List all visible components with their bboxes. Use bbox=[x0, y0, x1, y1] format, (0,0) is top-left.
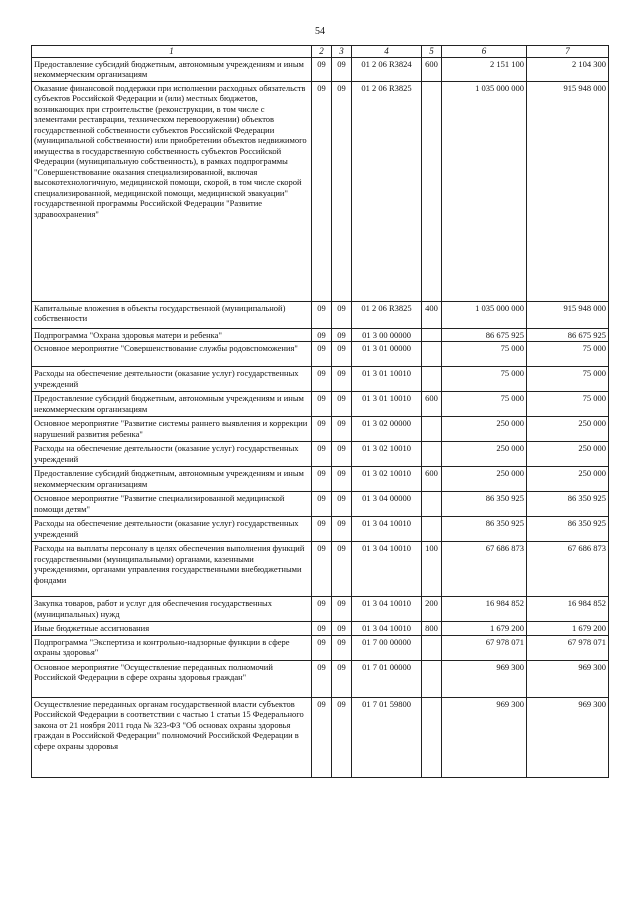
row-name: Основное мероприятие "Осуществление переданных полномочий Российской Федерации в сфере охраны здоровья граждан" bbox=[32, 660, 312, 697]
row-amount-year-2: 250 000 bbox=[527, 467, 609, 492]
row-amount-year-2: 86 675 925 bbox=[527, 328, 609, 342]
row-expense-type bbox=[422, 635, 442, 660]
row-subsection: 09 bbox=[332, 81, 352, 301]
row-target-code: 01 3 01 10010 bbox=[352, 392, 422, 417]
row-section: 09 bbox=[312, 635, 332, 660]
row-target-code: 01 3 00 00000 bbox=[352, 328, 422, 342]
row-subsection: 09 bbox=[332, 328, 352, 342]
row-subsection: 09 bbox=[332, 660, 352, 697]
row-expense-type bbox=[422, 442, 442, 467]
table-row bbox=[32, 660, 609, 697]
column-header: 6 bbox=[442, 46, 527, 58]
row-target-code: 01 3 02 00000 bbox=[352, 417, 422, 442]
column-header: 1 bbox=[32, 46, 312, 58]
row-section: 09 bbox=[312, 392, 332, 417]
row-name: Закупка товаров, работ и услуг для обеспечения государственных (муниципальных) нужд bbox=[32, 597, 312, 622]
row-name: Расходы на обеспечение деятельности (оказание услуг) государственных учреждений bbox=[32, 517, 312, 542]
row-section: 09 bbox=[312, 492, 332, 517]
row-target-code: 01 3 04 10010 bbox=[352, 597, 422, 622]
row-subsection: 09 bbox=[332, 467, 352, 492]
row-expense-type bbox=[422, 342, 442, 367]
table-row bbox=[32, 417, 609, 442]
row-name: Оказание финансовой поддержки при исполнении расходных обязательств субъектов Российской Федерации и (или) местных бюджетов, возникающих при строительстве (реконструкции, в том числе с элементами реставрации, техническом перевооружении) объектов государственной собственности субъектов Российской Федерации (муниципальной собственности) или приобретении объектов недвижимого имущества в государственную собственность субъектов Российской Федерации (муниципальную собственность), в рамках подпрограммы "Совершенствование оказания специализированной, включая высокотехнологичную, медицинской помощи, скорой, в том числе скорой специализированной, медицинской помощи, медицинской эвакуации" государственной программы Российской Федерации "Развитие здравоохранения" bbox=[32, 81, 312, 301]
table-row bbox=[32, 57, 609, 81]
row-amount-year-2: 915 948 000 bbox=[527, 301, 609, 328]
table-row bbox=[32, 542, 609, 597]
row-subsection: 09 bbox=[332, 417, 352, 442]
row-section: 09 bbox=[312, 81, 332, 301]
row-amount-year-1: 250 000 bbox=[442, 467, 527, 492]
row-expense-type: 200 bbox=[422, 597, 442, 622]
row-amount-year-2: 16 984 852 bbox=[527, 597, 609, 622]
row-name: Осуществление переданных органам государственной власти субъектов Российской Федерации в соответствии с частью 1 статьи 15 Федерального закона от 21 ноября 2011 года № 323-ФЗ "Об основах охраны здоровья граждан в Российской Федерации" полномочий Российской Федерации в сфере охраны здоровья bbox=[32, 697, 312, 777]
row-amount-year-1: 75 000 bbox=[442, 392, 527, 417]
row-name: Подпрограмма "Экспертиза и контрольно-надзорные функции в сфере охраны здоровья" bbox=[32, 635, 312, 660]
table-row bbox=[32, 697, 609, 777]
row-target-code: 01 3 04 10010 bbox=[352, 622, 422, 636]
row-amount-year-2: 915 948 000 bbox=[527, 81, 609, 301]
row-name: Основное мероприятие "Совершенствование службы родовспоможения" bbox=[32, 342, 312, 367]
row-subsection: 09 bbox=[332, 492, 352, 517]
table-row bbox=[32, 635, 609, 660]
row-section: 09 bbox=[312, 697, 332, 777]
page-number: 54 bbox=[315, 26, 325, 37]
row-subsection: 09 bbox=[332, 342, 352, 367]
row-amount-year-2: 250 000 bbox=[527, 442, 609, 467]
row-subsection: 09 bbox=[332, 301, 352, 328]
row-target-code: 01 3 04 00000 bbox=[352, 492, 422, 517]
row-amount-year-2: 86 350 925 bbox=[527, 492, 609, 517]
row-amount-year-1: 75 000 bbox=[442, 367, 527, 392]
table-header-row bbox=[32, 46, 609, 58]
row-amount-year-2: 2 104 300 bbox=[527, 57, 609, 81]
row-subsection: 09 bbox=[332, 622, 352, 636]
row-expense-type: 600 bbox=[422, 57, 442, 81]
row-expense-type bbox=[422, 697, 442, 777]
row-name: Предоставление субсидий бюджетным, автономным учреждениям и иным некоммерческим организациям bbox=[32, 467, 312, 492]
column-header: 5 bbox=[422, 46, 442, 58]
table-row bbox=[32, 328, 609, 342]
row-expense-type bbox=[422, 81, 442, 301]
row-subsection: 09 bbox=[332, 697, 352, 777]
row-section: 09 bbox=[312, 597, 332, 622]
table-row bbox=[32, 442, 609, 467]
row-name: Расходы на обеспечение деятельности (оказание услуг) государственных учреждений bbox=[32, 442, 312, 467]
row-section: 09 bbox=[312, 342, 332, 367]
row-section: 09 bbox=[312, 367, 332, 392]
row-target-code: 01 7 00 00000 bbox=[352, 635, 422, 660]
row-amount-year-1: 1 679 200 bbox=[442, 622, 527, 636]
row-amount-year-2: 250 000 bbox=[527, 417, 609, 442]
row-amount-year-1: 75 000 bbox=[442, 342, 527, 367]
table-row bbox=[32, 597, 609, 622]
row-expense-type: 600 bbox=[422, 392, 442, 417]
row-target-code: 01 2 06 R3825 bbox=[352, 81, 422, 301]
row-name: Основное мероприятие "Развитие системы раннего выявления и коррекции нарушений развития ребенка" bbox=[32, 417, 312, 442]
row-expense-type: 100 bbox=[422, 542, 442, 597]
table-row bbox=[32, 342, 609, 367]
row-name: Капитальные вложения в объекты государственной (муниципальной) собственности bbox=[32, 301, 312, 328]
row-section: 09 bbox=[312, 57, 332, 81]
column-header: 3 bbox=[332, 46, 352, 58]
row-section: 09 bbox=[312, 301, 332, 328]
row-target-code: 01 2 06 R3825 bbox=[352, 301, 422, 328]
row-target-code: 01 7 01 00000 bbox=[352, 660, 422, 697]
row-amount-year-1: 67 978 071 bbox=[442, 635, 527, 660]
row-expense-type bbox=[422, 492, 442, 517]
row-amount-year-1: 250 000 bbox=[442, 442, 527, 467]
row-amount-year-2: 969 300 bbox=[527, 697, 609, 777]
row-amount-year-2: 86 350 925 bbox=[527, 517, 609, 542]
row-subsection: 09 bbox=[332, 542, 352, 597]
row-amount-year-1: 969 300 bbox=[442, 660, 527, 697]
row-section: 09 bbox=[312, 660, 332, 697]
row-name: Подпрограмма "Охрана здоровья матери и ребенка" bbox=[32, 328, 312, 342]
table-row bbox=[32, 301, 609, 328]
row-name: Иные бюджетные ассигнования bbox=[32, 622, 312, 636]
row-target-code: 01 3 01 10010 bbox=[352, 367, 422, 392]
table-row bbox=[32, 467, 609, 492]
row-expense-type bbox=[422, 660, 442, 697]
row-expense-type bbox=[422, 417, 442, 442]
row-expense-type bbox=[422, 328, 442, 342]
table-row bbox=[32, 492, 609, 517]
table-row bbox=[32, 517, 609, 542]
row-subsection: 09 bbox=[332, 442, 352, 467]
row-section: 09 bbox=[312, 622, 332, 636]
row-name: Основное мероприятие "Развитие специализированной медицинской помощи детям" bbox=[32, 492, 312, 517]
column-header: 4 bbox=[352, 46, 422, 58]
row-subsection: 09 bbox=[332, 517, 352, 542]
row-target-code: 01 3 04 10010 bbox=[352, 517, 422, 542]
row-target-code: 01 3 02 10010 bbox=[352, 442, 422, 467]
column-header: 2 bbox=[312, 46, 332, 58]
row-section: 09 bbox=[312, 542, 332, 597]
row-subsection: 09 bbox=[332, 635, 352, 660]
row-subsection: 09 bbox=[332, 367, 352, 392]
row-amount-year-1: 2 151 100 bbox=[442, 57, 527, 81]
row-target-code: 01 2 06 R3824 bbox=[352, 57, 422, 81]
row-amount-year-2: 67 978 071 bbox=[527, 635, 609, 660]
row-amount-year-1: 16 984 852 bbox=[442, 597, 527, 622]
row-amount-year-1: 86 350 925 bbox=[442, 492, 527, 517]
row-amount-year-1: 86 675 925 bbox=[442, 328, 527, 342]
table-row bbox=[32, 81, 609, 301]
row-subsection: 09 bbox=[332, 392, 352, 417]
row-target-code: 01 7 01 59800 bbox=[352, 697, 422, 777]
row-section: 09 bbox=[312, 517, 332, 542]
row-amount-year-1: 86 350 925 bbox=[442, 517, 527, 542]
row-subsection: 09 bbox=[332, 597, 352, 622]
row-amount-year-2: 67 686 873 bbox=[527, 542, 609, 597]
row-expense-type: 600 bbox=[422, 467, 442, 492]
row-section: 09 bbox=[312, 417, 332, 442]
row-subsection: 09 bbox=[332, 57, 352, 81]
row-amount-year-2: 969 300 bbox=[527, 660, 609, 697]
row-name: Предоставление субсидий бюджетным, автономным учреждениям и иным некоммерческим организациям bbox=[32, 57, 312, 81]
row-amount-year-1: 67 686 873 bbox=[442, 542, 527, 597]
column-header: 7 bbox=[527, 46, 609, 58]
budget-table bbox=[31, 45, 609, 778]
row-name: Расходы на обеспечение деятельности (оказание услуг) государственных учреждений bbox=[32, 367, 312, 392]
table-row bbox=[32, 622, 609, 636]
row-target-code: 01 3 01 00000 bbox=[352, 342, 422, 367]
row-name: Предоставление субсидий бюджетным, автономным учреждениям и иным некоммерческим организациям bbox=[32, 392, 312, 417]
row-amount-year-2: 1 679 200 bbox=[527, 622, 609, 636]
row-amount-year-2: 75 000 bbox=[527, 392, 609, 417]
row-amount-year-2: 75 000 bbox=[527, 342, 609, 367]
row-name: Расходы на выплаты персоналу в целях обеспечения выполнения функций государственными (муниципальными) органами, казенными учреждениями, органами управления государственными внебюджетными фондами bbox=[32, 542, 312, 597]
row-amount-year-1: 1 035 000 000 bbox=[442, 81, 527, 301]
table-row bbox=[32, 392, 609, 417]
row-section: 09 bbox=[312, 442, 332, 467]
row-expense-type: 400 bbox=[422, 301, 442, 328]
row-section: 09 bbox=[312, 467, 332, 492]
table-row bbox=[32, 367, 609, 392]
row-expense-type: 800 bbox=[422, 622, 442, 636]
row-target-code: 01 3 02 10010 bbox=[352, 467, 422, 492]
row-expense-type bbox=[422, 517, 442, 542]
row-amount-year-1: 969 300 bbox=[442, 697, 527, 777]
row-target-code: 01 3 04 10010 bbox=[352, 542, 422, 597]
row-amount-year-2: 75 000 bbox=[527, 367, 609, 392]
row-amount-year-1: 1 035 000 000 bbox=[442, 301, 527, 328]
row-section: 09 bbox=[312, 328, 332, 342]
row-amount-year-1: 250 000 bbox=[442, 417, 527, 442]
row-expense-type bbox=[422, 367, 442, 392]
